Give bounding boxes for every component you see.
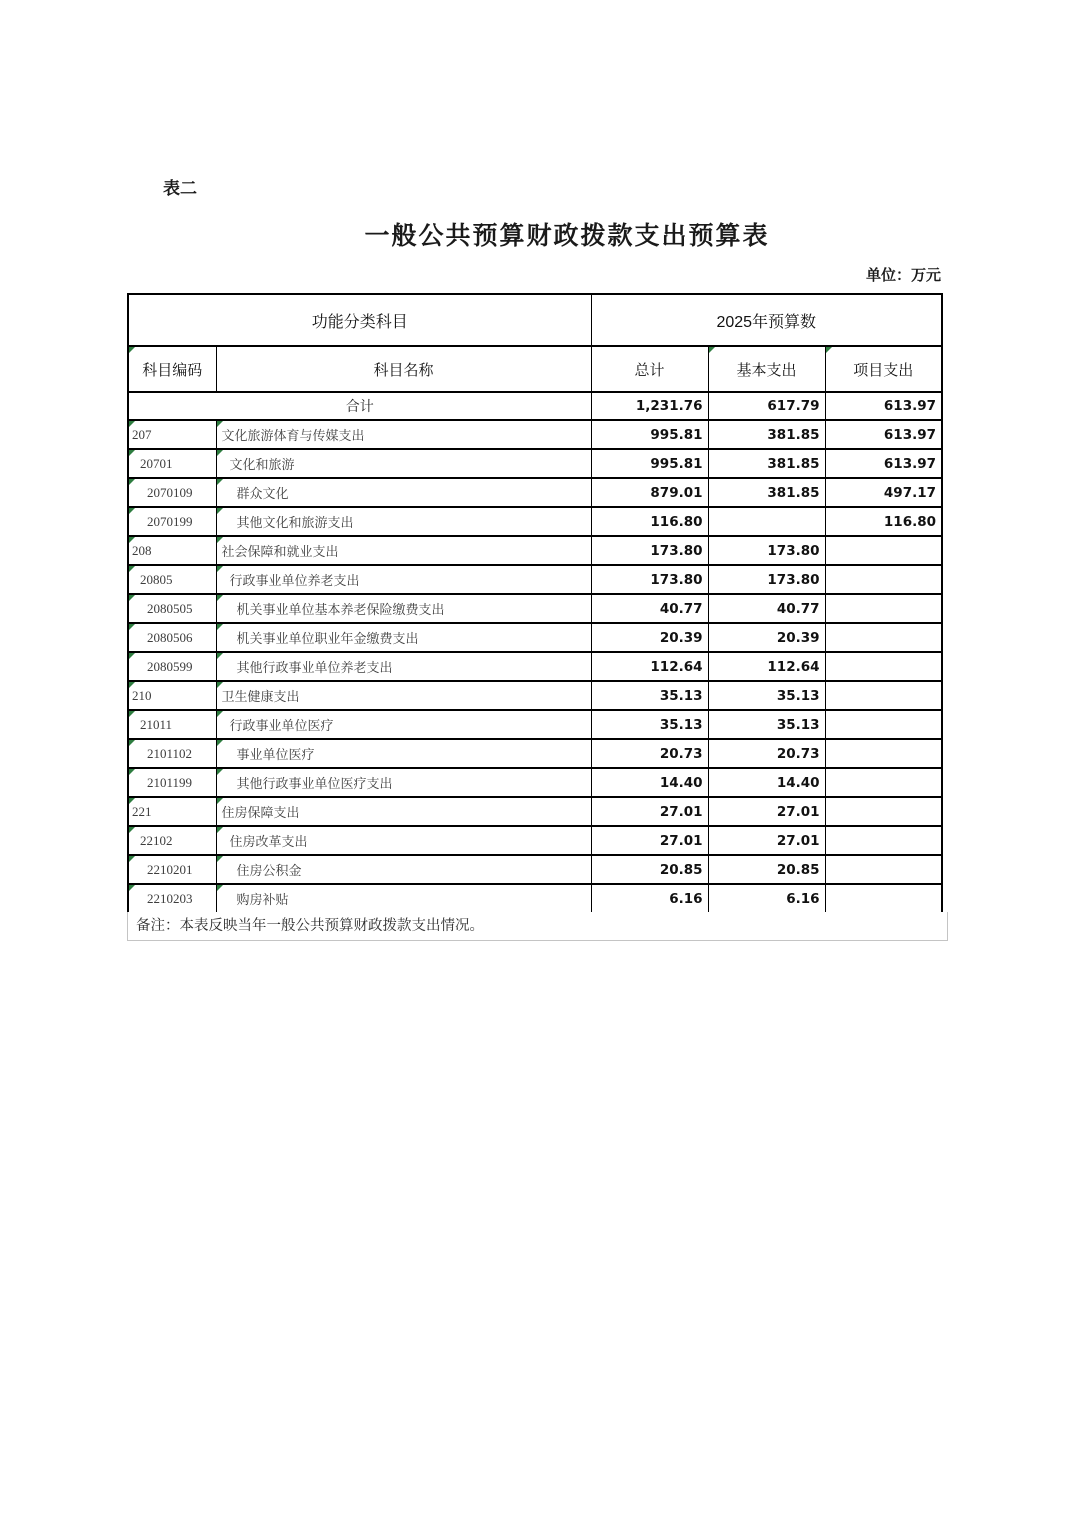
col-header-project-expenditure: 项目支出 <box>825 346 942 392</box>
total-value-cell: 27.01 <box>591 826 708 855</box>
subject-name-cell: 其他行政事业单位养老支出 <box>216 652 591 681</box>
project-expenditure-cell <box>825 565 942 594</box>
basic-expenditure-cell <box>708 507 825 536</box>
basic-expenditure-cell: 6.16 <box>708 884 825 913</box>
table-row <box>128 710 942 739</box>
grand-total-label: 合计 <box>128 392 591 420</box>
header-columns-row <box>128 346 942 392</box>
table-row <box>128 565 942 594</box>
table-row <box>128 797 942 826</box>
col-header-total: 总计 <box>591 346 708 392</box>
basic-expenditure-cell: 14.40 <box>708 768 825 797</box>
subject-code-cell: 2210201 <box>128 855 216 884</box>
subject-code-cell: 210 <box>128 681 216 710</box>
total-value-cell: 20.73 <box>591 739 708 768</box>
project-expenditure-cell: 497.17 <box>825 478 942 507</box>
subject-name-cell: 社会保障和就业支出 <box>216 536 591 565</box>
header-function-category: 功能分类科目 <box>128 294 591 346</box>
subject-name-cell: 其他文化和旅游支出 <box>216 507 591 536</box>
table-row <box>128 449 942 478</box>
total-value-cell: 20.85 <box>591 855 708 884</box>
page-title: 一般公共预算财政拨款支出预算表 <box>364 223 770 250</box>
subject-code-cell: 2080505 <box>128 594 216 623</box>
note-text: 备注：本表反映当年一般公共预算财政拨款支出情况。 <box>136 918 484 934</box>
project-expenditure-cell <box>825 826 942 855</box>
subject-code-cell: 20805 <box>128 565 216 594</box>
grand-total-basic-cell: 617.79 <box>708 392 825 420</box>
subject-code-cell: 2210203 <box>128 884 216 913</box>
table-row <box>128 855 942 884</box>
subject-code-cell: 22102 <box>128 826 216 855</box>
subject-code-cell: 21011 <box>128 710 216 739</box>
basic-expenditure-cell: 20.85 <box>708 855 825 884</box>
project-expenditure-cell <box>825 594 942 623</box>
note-row <box>127 912 948 941</box>
total-value-cell: 879.01 <box>591 478 708 507</box>
project-expenditure-cell <box>825 536 942 565</box>
subject-name-cell: 住房公积金 <box>216 855 591 884</box>
basic-expenditure-cell: 173.80 <box>708 565 825 594</box>
basic-expenditure-cell: 381.85 <box>708 420 825 449</box>
total-value-cell: 35.13 <box>591 681 708 710</box>
subject-name-cell: 文化旅游体育与传媒支出 <box>216 420 591 449</box>
subject-code-cell: 2101102 <box>128 739 216 768</box>
subject-name-cell: 行政事业单位医疗 <box>216 710 591 739</box>
table-row <box>128 623 942 652</box>
total-value-cell: 27.01 <box>591 797 708 826</box>
table-row <box>128 536 942 565</box>
subject-name-cell: 其他行政事业单位医疗支出 <box>216 768 591 797</box>
total-value-cell: 116.80 <box>591 507 708 536</box>
table-row <box>128 739 942 768</box>
total-value-cell: 173.80 <box>591 565 708 594</box>
subject-name-cell: 购房补贴 <box>216 884 591 913</box>
project-expenditure-cell <box>825 681 942 710</box>
total-value-cell: 995.81 <box>591 449 708 478</box>
table-row <box>128 478 942 507</box>
table-row <box>128 594 942 623</box>
table-row <box>128 652 942 681</box>
grand-total-project-cell: 613.97 <box>825 392 942 420</box>
col-header-subject-name: 科目名称 <box>216 346 591 392</box>
subject-code-cell: 2080599 <box>128 652 216 681</box>
project-expenditure-cell <box>825 623 942 652</box>
subject-code-cell: 207 <box>128 420 216 449</box>
subject-code-cell: 208 <box>128 536 216 565</box>
total-value-cell: 173.80 <box>591 536 708 565</box>
project-expenditure-cell <box>825 652 942 681</box>
project-expenditure-cell <box>825 710 942 739</box>
basic-expenditure-cell: 35.13 <box>708 681 825 710</box>
table-row <box>128 420 942 449</box>
subject-name-cell: 行政事业单位养老支出 <box>216 565 591 594</box>
basic-expenditure-cell: 27.01 <box>708 797 825 826</box>
total-value-cell: 20.39 <box>591 623 708 652</box>
basic-expenditure-cell: 20.39 <box>708 623 825 652</box>
project-expenditure-cell <box>825 884 942 913</box>
subject-name-cell: 机关事业单位基本养老保险缴费支出 <box>216 594 591 623</box>
budget-table <box>127 293 943 914</box>
grand-total-row <box>128 392 942 420</box>
subject-name-cell: 群众文化 <box>216 478 591 507</box>
basic-expenditure-cell: 381.85 <box>708 478 825 507</box>
table-row <box>128 507 942 536</box>
table-row <box>128 884 942 913</box>
subject-code-cell: 20701 <box>128 449 216 478</box>
header-group-row <box>128 294 942 346</box>
basic-expenditure-cell: 27.01 <box>708 826 825 855</box>
project-expenditure-cell <box>825 797 942 826</box>
header-budget-2025: 2025年预算数 <box>591 294 942 346</box>
unit-label: 单位：万元 <box>865 268 941 284</box>
subject-name-cell: 机关事业单位职业年金缴费支出 <box>216 623 591 652</box>
subject-code-cell: 2080506 <box>128 623 216 652</box>
basic-expenditure-cell: 173.80 <box>708 536 825 565</box>
total-value-cell: 40.77 <box>591 594 708 623</box>
table-number-label: 表二 <box>163 179 197 198</box>
col-header-subject-code: 科目编码 <box>128 346 216 392</box>
basic-expenditure-cell: 20.73 <box>708 739 825 768</box>
subject-name-cell: 住房保障支出 <box>216 797 591 826</box>
subject-code-cell: 2070109 <box>128 478 216 507</box>
total-value-cell: 6.16 <box>591 884 708 913</box>
project-expenditure-cell <box>825 768 942 797</box>
subject-code-cell: 221 <box>128 797 216 826</box>
basic-expenditure-cell: 35.13 <box>708 710 825 739</box>
basic-expenditure-cell: 112.64 <box>708 652 825 681</box>
col-header-basic-expenditure: 基本支出 <box>708 346 825 392</box>
basic-expenditure-cell: 381.85 <box>708 449 825 478</box>
project-expenditure-cell: 613.97 <box>825 420 942 449</box>
project-expenditure-cell <box>825 739 942 768</box>
subject-code-cell: 2070199 <box>128 507 216 536</box>
table-row <box>128 826 942 855</box>
grand-total-total-cell: 1,231.76 <box>591 392 708 420</box>
project-expenditure-cell: 116.80 <box>825 507 942 536</box>
subject-name-cell: 住房改革支出 <box>216 826 591 855</box>
total-value-cell: 14.40 <box>591 768 708 797</box>
table-row <box>128 681 942 710</box>
project-expenditure-cell <box>825 855 942 884</box>
table-row <box>128 768 942 797</box>
subject-name-cell: 卫生健康支出 <box>216 681 591 710</box>
total-value-cell: 35.13 <box>591 710 708 739</box>
basic-expenditure-cell: 40.77 <box>708 594 825 623</box>
subject-code-cell: 2101199 <box>128 768 216 797</box>
subject-name-cell: 事业单位医疗 <box>216 739 591 768</box>
project-expenditure-cell: 613.97 <box>825 449 942 478</box>
subject-name-cell: 文化和旅游 <box>216 449 591 478</box>
total-value-cell: 995.81 <box>591 420 708 449</box>
total-value-cell: 112.64 <box>591 652 708 681</box>
